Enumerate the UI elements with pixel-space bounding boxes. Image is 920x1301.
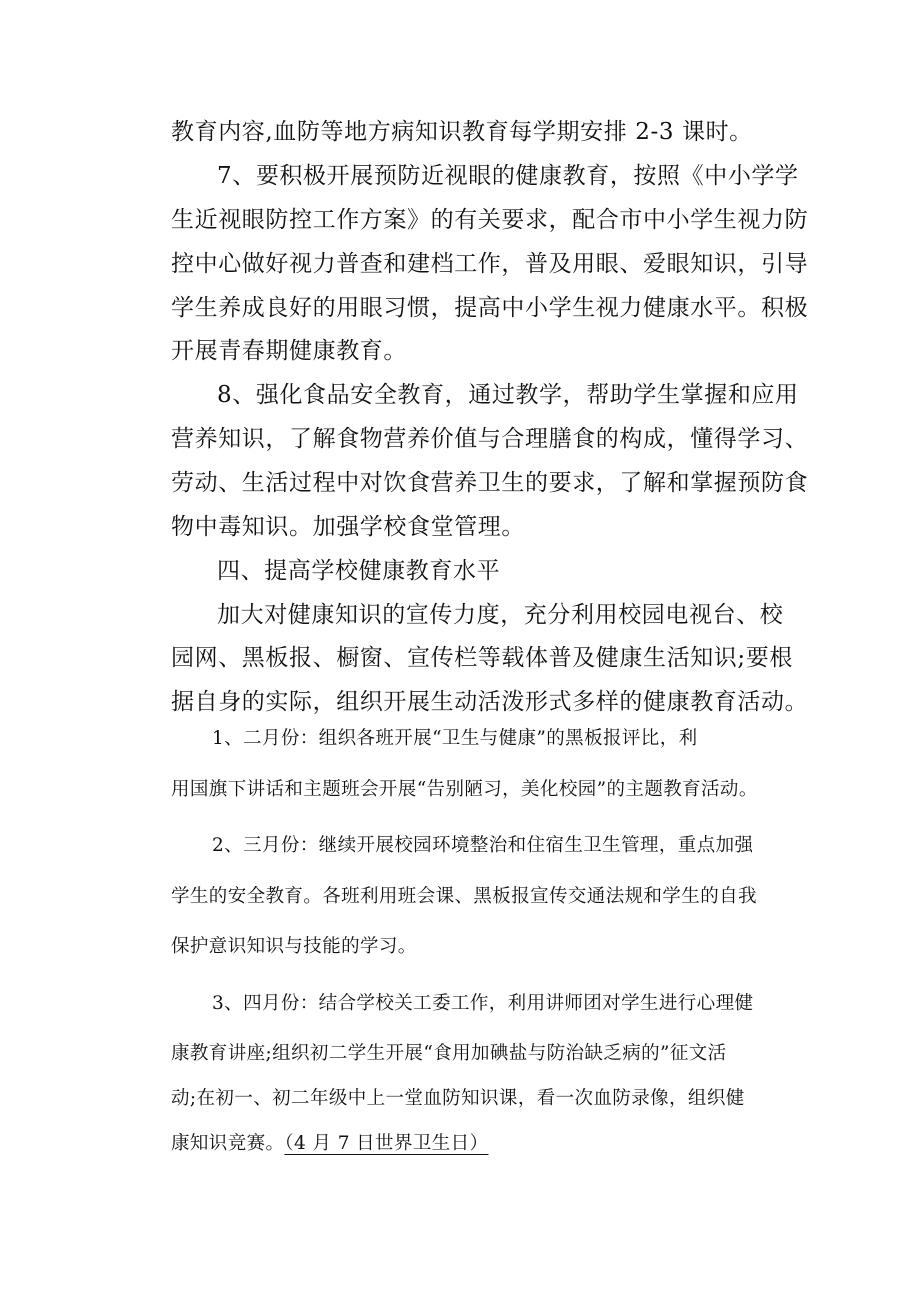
- paragraph-line: 动;在初一、初二年级中上一堂血防知识课，看一次血防录像，组织健: [171, 1088, 745, 1109]
- paragraph-line: 用国旗下讲话和主题班会开展“告别陋习，美化校园”的主题教育活动。: [171, 779, 758, 800]
- month-item-april-line: 3、四月份：结合学校关工委工作，利用讲师团对学生进行心理健: [212, 993, 754, 1014]
- paragraph-line: 物中毒知识。加强学校食堂管理。: [171, 514, 525, 540]
- paragraph-line: 教育内容,血防等地方病知识教育每学期安排 2-3 课时。: [171, 119, 753, 145]
- paragraph-line: 加大对健康知识的宣传力度，充分利用校园电视台、校: [217, 602, 784, 628]
- paragraph-line: 康教育讲座;组织初二学生开展“食用加碘盐与防治缺乏病的”征文活: [171, 1043, 727, 1064]
- paragraph-line: 开展青春期健康教育。: [171, 338, 407, 364]
- item-7-heading-line: 7、要积极开展预防近视眼的健康教育，按照《中小学学: [217, 163, 799, 189]
- paragraph-line-last: [171, 1129, 488, 1159]
- paragraph-line: 生近视眼防控工作方案》的有关要求，配合市中小学生视力防: [171, 207, 809, 233]
- section-four-heading: 四、提高学校健康教育水平: [217, 558, 501, 584]
- paragraph-line: 保护意识知识与技能的学习。: [171, 936, 417, 957]
- month-item-march-line: 2、三月份：继续开展校园环境整治和住宿生卫生管理，重点加强: [212, 835, 754, 856]
- paragraph-line: 据自身的实际，组织开展生动活泼形式多样的健康教育活动。: [171, 689, 809, 715]
- paragraph-line: 营养知识，了解食物营养价值与合理膳食的构成，懂得学习、: [171, 426, 809, 452]
- paragraph-line: 控中心做好视力普查和建档工作，普及用眼、爱眼知识，引导: [171, 251, 809, 277]
- item-8-heading-line: 8、强化食品安全教育，通过教学，帮助学生掌握和应用: [217, 382, 799, 408]
- paragraph-line: 学生的安全教育。各班利用班会课、黑板报宣传交通法规和学生的自我: [171, 886, 757, 907]
- world-health-day-note: （4 月 7 日世界卫生日）: [284, 1133, 489, 1154]
- paragraph-text: 康知识竞赛。: [171, 1133, 285, 1154]
- paragraph-line: 劳动、生活过程中对饮食营养卫生的要求，了解和掌握预防食: [171, 470, 809, 496]
- month-item-february-line: 1、二月份：组织各班开展“卫生与健康”的黑板报评比，利: [212, 728, 698, 749]
- paragraph-line: 园网、黑板报、橱窗、宣传栏等载体普及健康生活知识;要根: [171, 645, 793, 671]
- paragraph-line: 学生养成良好的用眼习惯，提高中小学生视力健康水平。积极: [171, 295, 809, 321]
